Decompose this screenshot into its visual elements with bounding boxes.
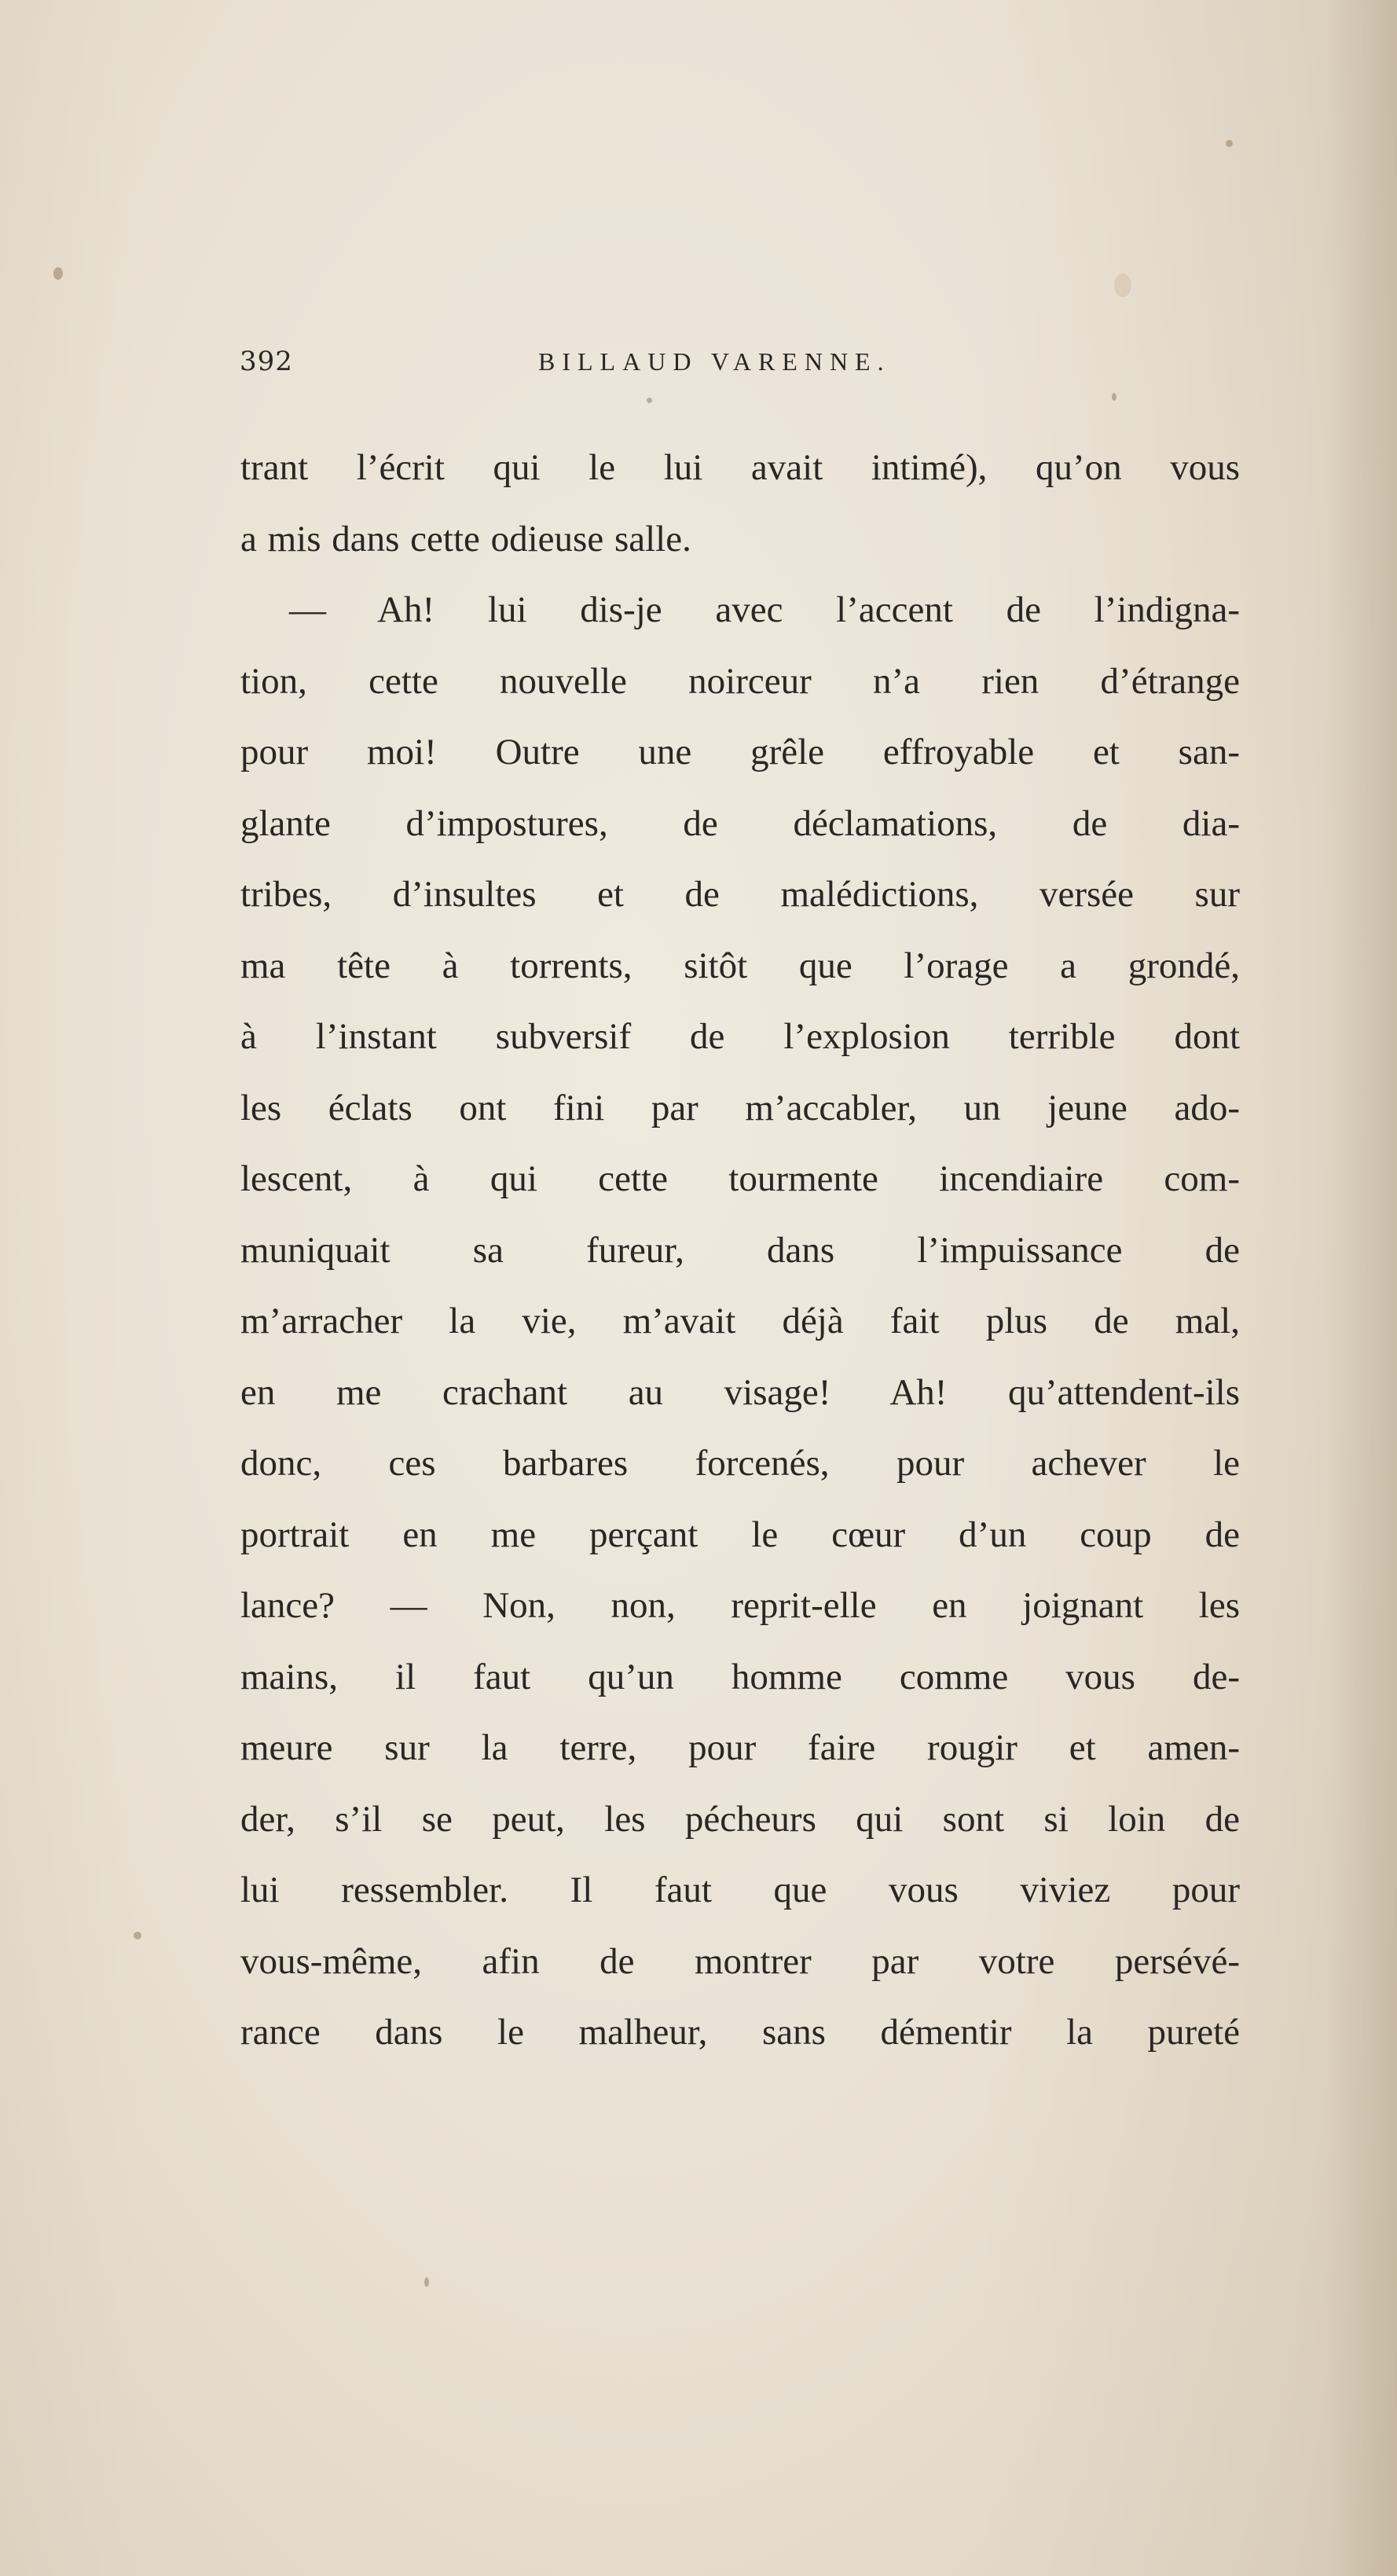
- page-number: 392: [240, 346, 293, 377]
- text-line: lui ressembler. Il faut que vous viviez pour: [240, 1870, 1240, 1910]
- text-line: donc, ces barbares forcenés, pour achever le: [240, 1443, 1240, 1484]
- paper-speck: [1112, 393, 1116, 401]
- text-line: meure sur la terre, pour faire rougir et amen-: [240, 1727, 1240, 1768]
- text-line: les éclats ont fini par m’accabler, un jeune ado-: [240, 1087, 1240, 1128]
- page-edge-shadow: [1326, 0, 1397, 2576]
- body-text: [240, 432, 1240, 2068]
- text-line: glante d’impostures, de déclamations, de dia-: [240, 802, 1240, 844]
- running-head: BILLAUD VARENNE.: [538, 347, 891, 376]
- text-line: trant l’écrit qui le lui avait intimé), qu’on vous: [240, 447, 1240, 488]
- text-line: der, s’il se peut, les pécheurs qui sont si loin de: [240, 1798, 1240, 1840]
- text-line: à l’instant subversif de l’explosion terrible dont: [240, 1016, 1240, 1057]
- paper-speck: [1226, 140, 1233, 147]
- paper-speck: [647, 398, 652, 403]
- text-line: vous-même, afin de montrer par votre persévé-: [240, 1940, 1240, 1982]
- text-line: rance dans le malheur, sans démentir la pureté: [240, 2012, 1240, 2053]
- paper-speck: [134, 1932, 141, 1939]
- text-line: portrait en me perçant le cœur d’un coup de: [240, 1514, 1240, 1555]
- paper-speck: [424, 2277, 429, 2287]
- text-line: lescent, à qui cette tourmente incendiaire com-: [240, 1158, 1240, 1199]
- text-line: a mis dans cette odieuse salle.: [240, 518, 691, 560]
- text-line: lance? — Non, non, reprit-elle en joignant les: [240, 1585, 1240, 1626]
- text-line: tion, cette nouvelle noirceur n’a rien d’étrange: [240, 660, 1240, 702]
- text-line: en me crachant au visage! Ah! qu’attendent-ils: [240, 1371, 1240, 1413]
- text-line: — Ah! lui dis-je avec l’accent de l’indigna-: [289, 589, 1240, 630]
- text-line: mains, il faut qu’un homme comme vous de-: [240, 1656, 1240, 1697]
- paper-speck: [53, 267, 63, 280]
- paper-speck: [1114, 273, 1131, 297]
- page-header: [240, 346, 1245, 393]
- text-line: ma tête à torrents, sitôt que l’orage a grondé,: [240, 945, 1240, 986]
- text-line: muniquait sa fureur, dans l’impuissance de: [240, 1229, 1240, 1271]
- text-line: m’arracher la vie, m’avait déjà fait plus de mal,: [240, 1301, 1240, 1341]
- text-line: tribes, d’insultes et de malédictions, versée sur: [240, 874, 1240, 915]
- text-line: pour moi! Outre une grêle effroyable et san-: [240, 732, 1240, 772]
